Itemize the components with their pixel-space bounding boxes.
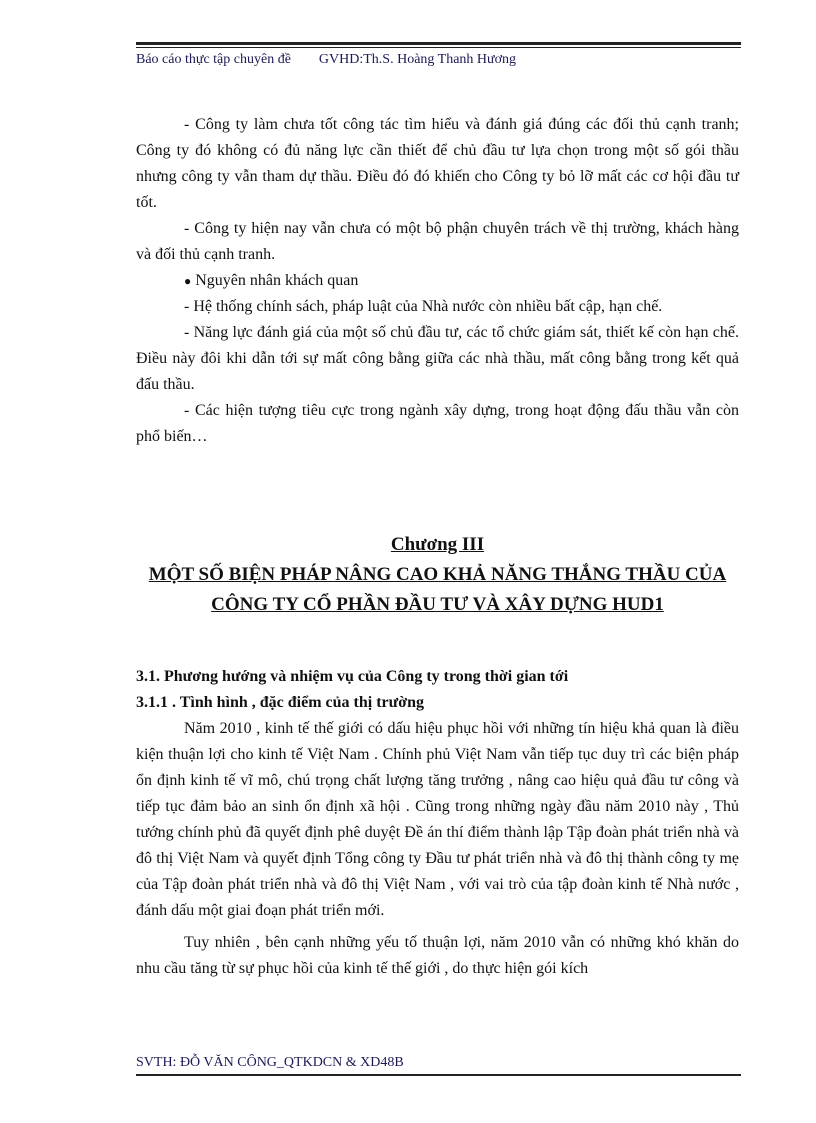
paragraph: - Công ty làm chưa tốt công tác tìm hiểu và đánh giá đúng các đối thủ cạnh tranh; Công ty đó không có đủ năng lực cần thiết để chủ đầu tư lựa chọn trong một số gói thầu nhưng công ty vẫn tham dự thầu. Điều đó đó khiến cho Công ty bỏ lỡ mất các cơ hội đầu tư tốt. bbox=[136, 116, 739, 211]
header-rule bbox=[136, 42, 741, 45]
page-header bbox=[136, 42, 741, 69]
chapter-title: MỘT SỐ BIỆN PHÁP NÂNG CAO KHẢ NĂNG THẮNG THẦU CỦA CÔNG TY CỔ PHẦN ĐẦU TƯ VÀ XÂY DỰNG HUD1 bbox=[148, 564, 727, 615]
header-doc-type: Báo cáo thực tập chuyên đề bbox=[136, 52, 291, 67]
header-text bbox=[136, 51, 741, 69]
paragraph: - Công ty hiện nay vẫn chưa có một bộ phận chuyên trách về thị trường, khách hàng và đối thủ cạnh tranh. bbox=[136, 220, 739, 263]
section-3-1 bbox=[136, 664, 739, 982]
bullet-icon: ● bbox=[184, 274, 192, 288]
bullet-label: Nguyên nhân khách quan bbox=[195, 272, 359, 289]
paragraph: Tuy nhiên , bên cạnh những yếu tố thuận lợi, năm 2010 vẫn có những khó khăn do nhu cầu tăng từ sự phục hồi của kinh tế thế giới , do thực hiện gói kích bbox=[136, 934, 739, 977]
section-heading: 3.1. Phương hướng và nhiệm vụ của Công ty trong thời gian tới bbox=[136, 668, 569, 685]
chapter-number: Chương III bbox=[390, 534, 485, 555]
paragraph: - Năng lực đánh giá của một số chủ đầu tư, các tổ chức giám sát, thiết kế còn hạn chế. Điều này đôi khi dẫn tới sự mất công bằng giữa các nhà thầu, mất công bằng trong kết quả đấu thầu. bbox=[136, 324, 739, 393]
paragraph: - Các hiện tượng tiêu cực trong ngành xây dựng, trong hoạt động đấu thầu vẫn còn phổ biến… bbox=[136, 402, 739, 445]
footer-rule bbox=[136, 1074, 741, 1076]
header-rule-thin bbox=[136, 47, 741, 48]
body-text bbox=[136, 112, 739, 450]
paragraph: Năm 2010 , kinh tế thế giới có dấu hiệu phục hồi với những tín hiệu khả quan là điều kiện thuận lợi cho kinh tế Việt Nam . Chính phủ Việt Nam vẫn tiếp tục duy trì các biện pháp ổn định kinh tế vĩ mô, chú trọng chất lượng tăng trưởng , nâng cao hiệu quả đầu tư công và tiếp tục đảm bảo an sinh ổn định xã hội . Cũng trong những ngày đầu năm 2010 này , Thủ tướng chính phủ đã quyết định phê duyệt Đề án thí điểm thành lập Tập đoàn phát triển nhà và đô thị Việt Nam và quyết định Tổng công ty Đầu tư phát triển nhà và đô thị thành công ty mẹ của Tập đoàn phát triển nhà và đô thị Việt Nam , với vai trò của tập đoàn kinh tế Nhà nước , đánh dấu một giai đoạn phát triển mới. bbox=[136, 720, 739, 919]
bullet-item bbox=[136, 268, 739, 294]
paragraph: - Hệ thống chính sách, pháp luật của Nhà nước còn nhiều bất cập, hạn chế. bbox=[184, 298, 663, 315]
footer-student: SVTH: ĐỖ VĂN CÔNG_QTKDCN & XD48B bbox=[136, 1055, 404, 1070]
subsection-heading: 3.1.1 . Tình hình , đặc điểm của thị trường bbox=[136, 694, 424, 711]
header-advisor: GVHD:Th.S. Hoàng Thanh Hương bbox=[318, 52, 517, 67]
page-footer bbox=[136, 1054, 741, 1076]
chapter-heading bbox=[136, 530, 739, 620]
